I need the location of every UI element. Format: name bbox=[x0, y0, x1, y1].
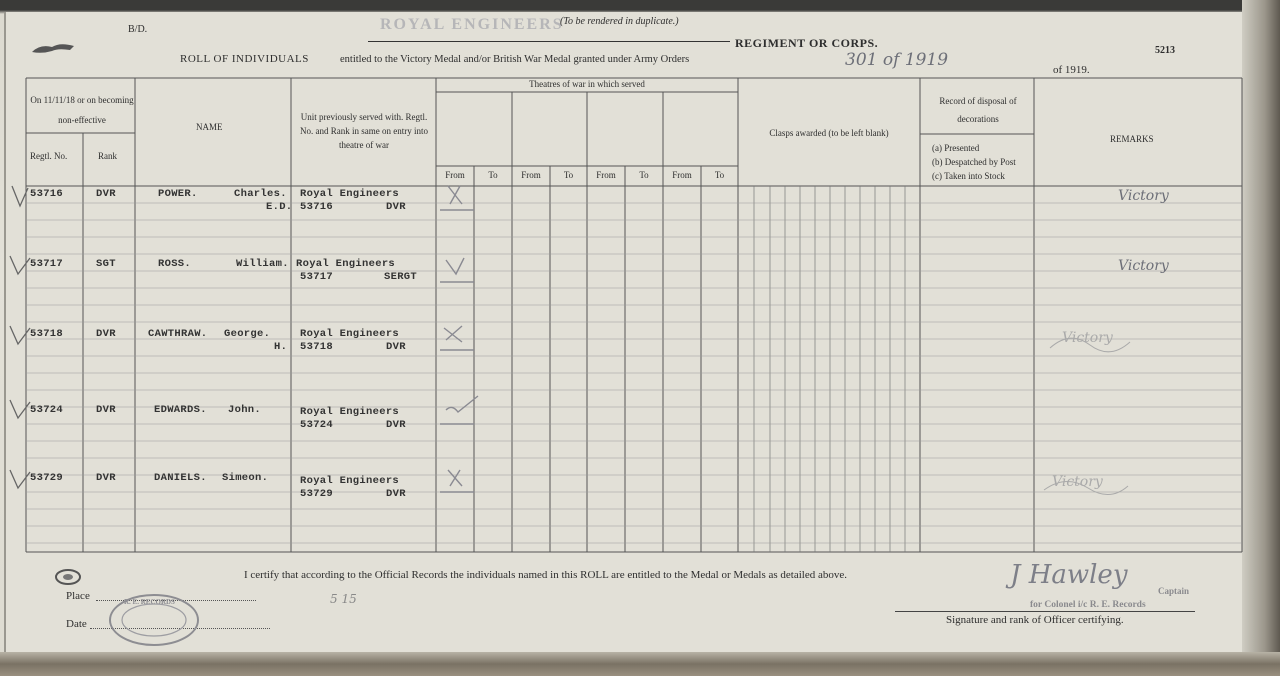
captain-rank: Captain bbox=[1158, 586, 1190, 596]
from-header-3: From bbox=[596, 170, 616, 180]
unit-cell: Royal Engineers bbox=[300, 188, 400, 200]
to-header-3: To bbox=[639, 170, 649, 180]
remarks-header: REMARKS bbox=[1110, 134, 1154, 144]
regtl-no-cell: 53718 bbox=[30, 328, 64, 340]
unit-cell: Royal Engineers bbox=[300, 475, 400, 487]
clip-icon bbox=[54, 566, 82, 588]
initials-cell: H. bbox=[274, 341, 288, 353]
remark-cell: Victory bbox=[1062, 330, 1113, 346]
forenames-cell: Simeon. bbox=[222, 472, 269, 484]
surname-cell: POWER. bbox=[158, 188, 198, 200]
year-label: of 1919. bbox=[1053, 64, 1090, 76]
date-stamp: 5 15 bbox=[330, 592, 357, 606]
duplicate-note: (To be rendered in duplicate.) bbox=[560, 16, 679, 27]
disposal-option-b: (b) Despatched by Post bbox=[932, 157, 1016, 167]
rank-cell: DVR bbox=[96, 328, 116, 340]
theatres-header: Theatres of war in which served bbox=[529, 79, 645, 89]
from-header-1: From bbox=[445, 170, 465, 180]
roll-title: ROLL OF INDIVIDUALS bbox=[180, 53, 309, 65]
rank-cell: DVR bbox=[96, 472, 116, 484]
unit-rank-cell: DVR bbox=[386, 201, 406, 213]
page-number: 5213 bbox=[1155, 45, 1175, 56]
unit-number-cell: 53729 bbox=[300, 488, 334, 500]
rank-cell: DVR bbox=[96, 188, 116, 200]
unit-cell: Royal Engineers bbox=[300, 328, 400, 340]
certification-statement: I certify that according to the Official Records the individuals named in this ROLL are entitled to the Medal or Medals as detailed above. bbox=[244, 569, 847, 581]
regtl-no-cell: 53724 bbox=[30, 404, 64, 416]
signature-label: Signature and rank of Officer certifying. bbox=[946, 614, 1124, 626]
unit-rank-cell: DVR bbox=[386, 341, 406, 353]
disposal-header: Record of disposal of decorations bbox=[939, 96, 1017, 124]
initials-cell: E.D. bbox=[266, 201, 293, 213]
unit-rank-cell: SERGT bbox=[384, 271, 418, 283]
forenames-cell: William. bbox=[236, 258, 289, 270]
rank-cell: DVR bbox=[96, 404, 116, 416]
to-header-4: To bbox=[714, 170, 725, 180]
remark-cell: Victory bbox=[1118, 258, 1169, 274]
regtl-no-cell: 53729 bbox=[30, 472, 64, 484]
place-label: Place bbox=[66, 590, 90, 602]
bd-mark: B/D. bbox=[128, 24, 148, 35]
name-header: NAME bbox=[196, 122, 223, 132]
signature-line bbox=[895, 611, 1195, 612]
date-label: Date bbox=[66, 618, 87, 630]
for-colonel-stamp: for Colonel i/c R. E. Records bbox=[1030, 600, 1146, 610]
unit-number-cell: 53718 bbox=[300, 341, 334, 353]
regtl-no-header: Regtl. No. bbox=[30, 151, 68, 161]
book-edge bbox=[0, 652, 1280, 676]
to-header-1: To bbox=[488, 170, 498, 180]
surname-cell: EDWARDS. bbox=[154, 404, 207, 416]
remark-cell: Victory bbox=[1052, 474, 1103, 490]
disposal-option-c: (c) Taken into Stock bbox=[932, 171, 1005, 181]
remark-cell: Victory bbox=[1118, 188, 1169, 204]
stamp-text: R. E. RECORDS bbox=[124, 598, 175, 606]
rank-header: Rank bbox=[98, 151, 117, 161]
clasps-header: Clasps awarded (to be left blank) bbox=[769, 128, 889, 138]
unit-rank-cell: DVR bbox=[386, 419, 406, 431]
regtl-no-cell: 53716 bbox=[30, 188, 64, 200]
unit-header: Unit previously served with. Regtl. No. and Rank in same on entry into theatre of war bbox=[300, 112, 428, 150]
rank-cell: SGT bbox=[96, 258, 116, 270]
forenames-cell: George. bbox=[224, 328, 271, 340]
officer-signature: J Hawley bbox=[1010, 560, 1128, 590]
unit-cell: Royal Engineers bbox=[296, 258, 396, 270]
regtl-no-cell: 53717 bbox=[30, 258, 64, 270]
surname-cell: DANIELS. bbox=[154, 472, 207, 484]
surname-cell: CAWTHRAW. bbox=[148, 328, 208, 340]
regiment-label: REGIMENT OR CORPS. bbox=[735, 36, 879, 50]
roll-subtitle: entitled to the Victory Medal and/or British War Medal granted under Army Orders bbox=[340, 54, 690, 65]
unit-number-cell: 53716 bbox=[300, 201, 334, 213]
army-order-handwritten: 301 of 1919 bbox=[845, 50, 949, 70]
unit-rank-cell: DVR bbox=[386, 488, 406, 500]
unit-cell: Royal Engineers bbox=[300, 406, 400, 418]
from-header-2: From bbox=[521, 170, 541, 180]
from-header-4: From bbox=[672, 170, 692, 180]
corps-stamp: ROYAL ENGINEERS bbox=[380, 16, 564, 33]
unit-number-cell: 53724 bbox=[300, 419, 334, 431]
forenames-cell: Charles. bbox=[234, 188, 287, 200]
unit-number-cell: 53717 bbox=[300, 271, 334, 283]
effective-group-header: On 11/11/18 or on becoming non-effective bbox=[30, 95, 134, 125]
disposal-option-a: (a) Presented bbox=[932, 143, 980, 153]
to-header-2: To bbox=[563, 170, 574, 180]
forenames-cell: John. bbox=[228, 404, 262, 416]
surname-cell: ROSS. bbox=[158, 258, 192, 270]
